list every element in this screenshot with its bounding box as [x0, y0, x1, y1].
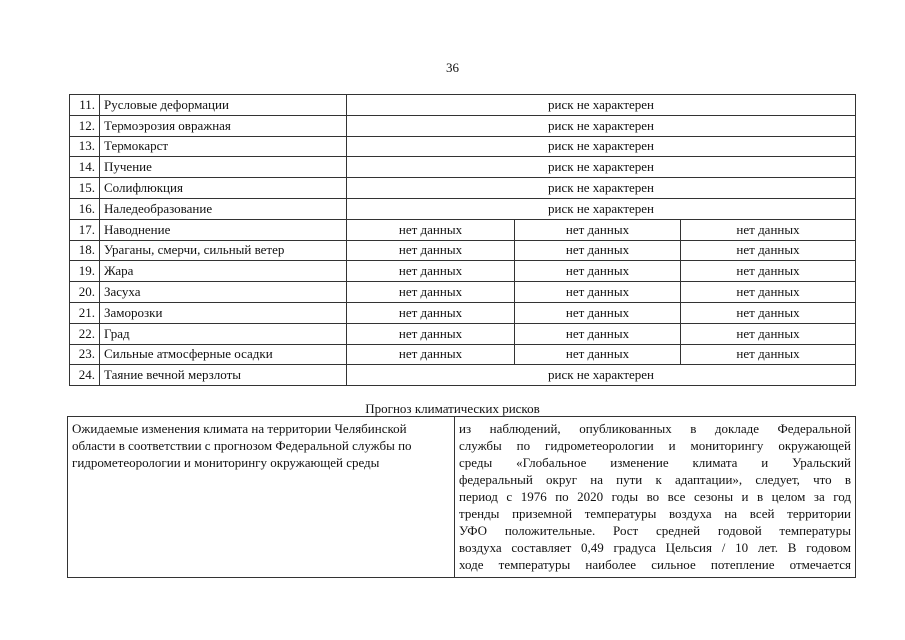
table-row: [70, 115, 856, 136]
risk-status-cell: нет данных: [515, 344, 681, 365]
row-number: 23.: [70, 344, 100, 365]
row-number: 17.: [70, 219, 100, 240]
risk-status-merged: риск не характерен: [347, 178, 856, 199]
forecast-right-line: ходе температуры наиболее сильное потепление отмечается: [459, 557, 851, 572]
row-number: 16.: [70, 198, 100, 219]
risk-status-merged: риск не характерен: [347, 115, 856, 136]
table-row: [70, 302, 856, 323]
risk-name: Засуха: [100, 282, 347, 303]
risk-status-merged: риск не характерен: [347, 136, 856, 157]
forecast-right-line: службы по гидрометеорологии и мониторингу окружающей: [459, 438, 851, 453]
row-number: 15.: [70, 178, 100, 199]
risk-status-cell: нет данных: [515, 302, 681, 323]
risk-status-merged: риск не характерен: [347, 365, 856, 386]
risk-name: Пучение: [100, 157, 347, 178]
forecast-right-line: федеральный округ на пути к адаптации», следует, что в: [459, 472, 851, 487]
row-number: 12.: [70, 115, 100, 136]
risk-status-cell: нет данных: [681, 240, 856, 261]
row-number: 19.: [70, 261, 100, 282]
forecast-table: [67, 416, 856, 578]
forecast-right-cell: [455, 417, 856, 578]
row-number: 24.: [70, 365, 100, 386]
risk-name: Наледеобразование: [100, 198, 347, 219]
row-number: 21.: [70, 302, 100, 323]
risk-name: Термоэрозия овражная: [100, 115, 347, 136]
risk-status-cell: нет данных: [681, 344, 856, 365]
risk-status-cell: нет данных: [347, 302, 515, 323]
forecast-right-line: из наблюдений, опубликованных в докладе Федеральной: [459, 421, 851, 436]
row-number: 20.: [70, 282, 100, 303]
risk-name: Солифлюкция: [100, 178, 347, 199]
table-row: [70, 178, 856, 199]
risk-name: Сильные атмосферные осадки: [100, 344, 347, 365]
risk-status-cell: нет данных: [515, 282, 681, 303]
table-row: [70, 136, 856, 157]
risk-status-cell: нет данных: [347, 240, 515, 261]
risk-status-cell: нет данных: [515, 240, 681, 261]
risk-status-cell: нет данных: [347, 261, 515, 282]
risk-name: Наводнение: [100, 219, 347, 240]
risk-status-cell: нет данных: [347, 344, 515, 365]
forecast-right-line: среды «Глобальное изменение климата и Уральский: [459, 455, 851, 470]
forecast-right-line: УФО положительные. Рост средней годовой температуры: [459, 523, 851, 538]
risk-name: Заморозки: [100, 302, 347, 323]
table-row: [70, 240, 856, 261]
risk-status-cell: нет данных: [681, 323, 856, 344]
forecast-left-cell: Ожидаемые изменения климата на территории Челябинской области в соответствии с прогнозом Федеральной службы по гидрометеорологии и мониторингу окружающей среды: [68, 417, 455, 578]
risk-name: Таяние вечной мерзлоты: [100, 365, 347, 386]
risk-status-merged: риск не характерен: [347, 198, 856, 219]
row-number: 14.: [70, 157, 100, 178]
risk-status-merged: риск не характерен: [347, 95, 856, 116]
table-row: [70, 95, 856, 116]
risk-status-cell: нет данных: [347, 282, 515, 303]
row-number: 22.: [70, 323, 100, 344]
risk-name: Русловые деформации: [100, 95, 347, 116]
risk-status-cell: нет данных: [515, 323, 681, 344]
risk-table: [69, 94, 856, 386]
table-row: [70, 219, 856, 240]
forecast-right-line: тренды приземной температуры воздуха на всей территории: [459, 506, 851, 521]
risk-name: Ураганы, смерчи, сильный ветер: [100, 240, 347, 261]
risk-status-cell: нет данных: [515, 261, 681, 282]
table-row: [70, 344, 856, 365]
table-row: [70, 198, 856, 219]
risk-name: Жара: [100, 261, 347, 282]
table-row: [70, 365, 856, 386]
risk-table-body: [70, 95, 856, 386]
risk-status-cell: нет данных: [347, 219, 515, 240]
risk-status-cell: нет данных: [681, 261, 856, 282]
risk-status-cell: нет данных: [347, 323, 515, 344]
risk-name: Град: [100, 323, 347, 344]
table-row: [70, 157, 856, 178]
risk-status-cell: нет данных: [515, 219, 681, 240]
forecast-right-line: период с 1976 по 2020 годы во все сезоны и в целом за год: [459, 489, 851, 504]
section-title: Прогноз климатических рисков: [365, 401, 540, 416]
row-number: 11.: [70, 95, 100, 116]
risk-status-merged: риск не характерен: [347, 157, 856, 178]
risk-status-cell: нет данных: [681, 282, 856, 303]
forecast-right-line: воздуха составляет 0,49 градуса Цельсия / 10 лет. В годовом: [459, 540, 851, 555]
page-number: 36: [446, 60, 459, 75]
risk-status-cell: нет данных: [681, 219, 856, 240]
forecast-row: [68, 417, 856, 578]
row-number: 13.: [70, 136, 100, 157]
table-row: [70, 282, 856, 303]
table-row: [70, 261, 856, 282]
risk-status-cell: нет данных: [681, 302, 856, 323]
risk-name: Термокарст: [100, 136, 347, 157]
table-row: [70, 323, 856, 344]
row-number: 18.: [70, 240, 100, 261]
